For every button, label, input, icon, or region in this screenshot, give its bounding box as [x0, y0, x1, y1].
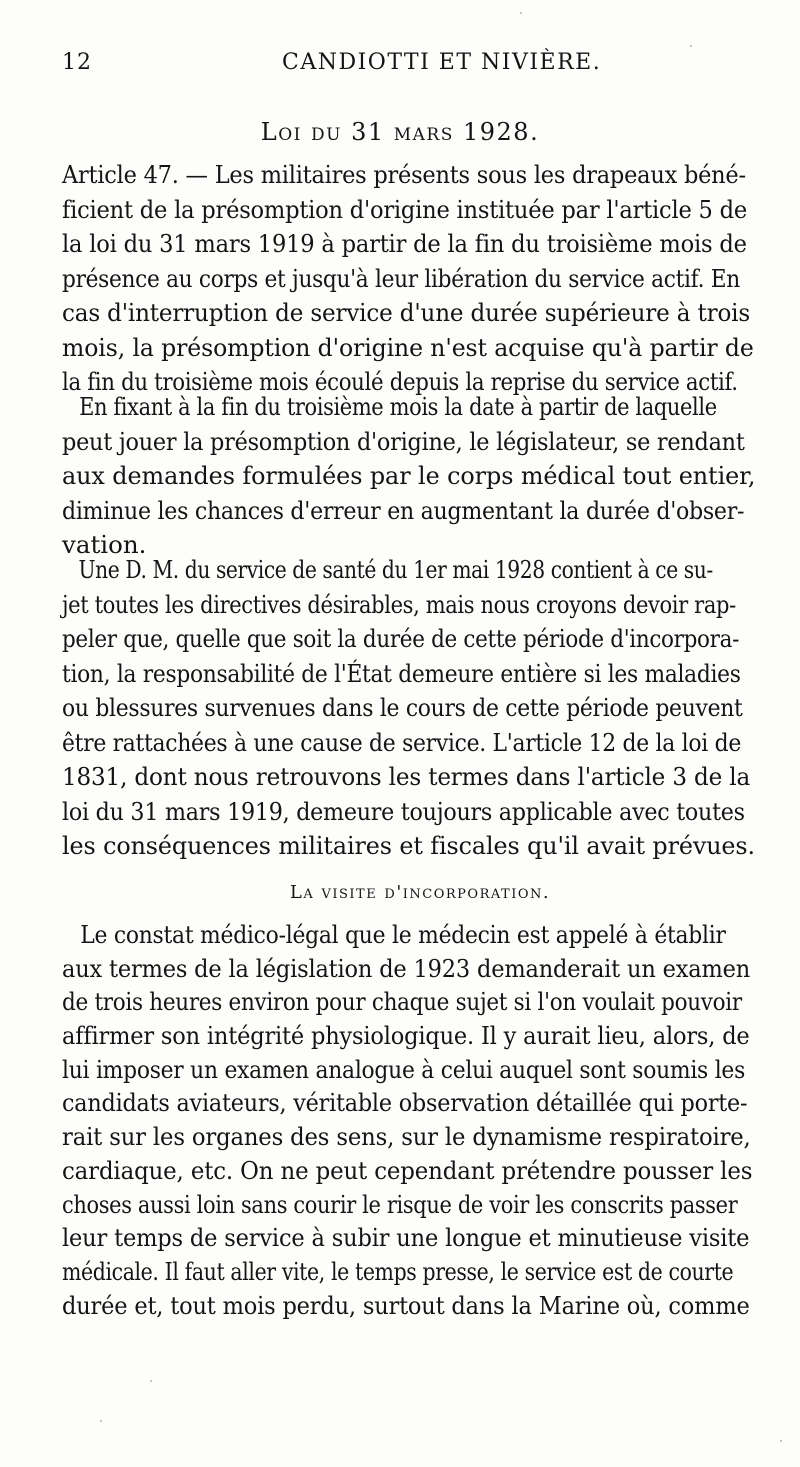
- text-line: Article 47. — Les militaires présents sous les drapeaux béné-: [62, 160, 746, 189]
- text-line: vation.: [62, 530, 147, 559]
- text-line: En fixant à la fin du troisième mois la date à partir de laquelle: [79, 392, 717, 421]
- text-line: choses aussi loin sans courir le risque de voir les conscrits passer: [62, 1190, 738, 1219]
- visit-heading: La visite d'incorporation.: [289, 882, 551, 903]
- scan-speck: [690, 45, 692, 47]
- text-line: les conséquences militaires et fiscales qu'il avait prévues.: [62, 831, 756, 860]
- text-line: médicale. Il faut aller vite, le temps presse, le service est de courte: [62, 1257, 734, 1286]
- paragraph-presumption: [62, 390, 760, 563]
- scan-speck: [520, 12, 522, 14]
- text-line: cardiaque, etc. On ne peut cependant prétendre pousser les: [62, 1156, 753, 1185]
- scan-speck: [100, 1420, 102, 1422]
- text-line: diminue les chances d'erreur en augmentant la durée d'obser-: [62, 495, 745, 525]
- text-line: leur temps de service à subir une longue et minutieuse visite: [62, 1224, 750, 1253]
- text-line: aux termes de la législation de 1923 demanderait un examen: [62, 954, 751, 983]
- text-line: candidats aviateurs, véritable observation détaillée qui porte-: [62, 1089, 748, 1118]
- text-line: présence au corps et jusqu'à leur libération du service actif. En: [62, 263, 740, 293]
- text-line: 1831, dont nous retrouvons les termes dans l'article 3 de la: [62, 762, 751, 791]
- scan-speck: [150, 1380, 152, 1382]
- text-line: Le constat médico-légal que le médecin est appelé à établir: [80, 921, 726, 949]
- text-line: aux demandes formulées par le corps médical tout entier,: [62, 461, 756, 490]
- text-line: rait sur les organes des sens, sur le dynamisme respiratoire,: [62, 1123, 751, 1152]
- law-heading: Loi du 31 mars 1928.: [260, 118, 540, 146]
- paragraph-article-47: [62, 158, 760, 400]
- text-line: lui imposer un examen analogue à celui auquel sont soumis les: [62, 1055, 746, 1084]
- text-line: ficient de la présomption d'origine instituée par l'article 5 de: [62, 194, 747, 224]
- text-line: jet toutes les directives désirables, mais nous croyons devoir rap-: [62, 589, 736, 619]
- text-line: la loi du 31 mars 1919 à partir de la fin du troisième mois de: [62, 229, 747, 258]
- text-line: être rattachées à une cause de service. L'article 12 de la loi de: [62, 727, 742, 757]
- running-head: [62, 50, 762, 90]
- text-line: peler que, quelle que soit la durée de cette période d'incorpora-: [62, 624, 740, 653]
- page-number: 12: [62, 50, 92, 75]
- text-line: affirmer son intégrité physiologique. Il y aurait lieu, alors, de: [62, 1022, 750, 1051]
- paragraph-constat: [62, 919, 760, 1323]
- text-line: Une D. M. du service de santé du 1er mai 1928 contient à ce su-: [78, 555, 713, 584]
- text-line: loi du 31 mars 1919, demeure toujours applicable avec toutes: [62, 796, 745, 826]
- text-line: de trois heures environ pour chaque sujet si l'on voulait pouvoir: [62, 988, 742, 1017]
- text-line: mois, la présomption d'origine n'est acquise qu'à partir de: [62, 332, 754, 362]
- paragraph-dm-service: [62, 553, 760, 864]
- text-line: cas d'interruption de service d'une durée supérieure à trois: [62, 298, 751, 327]
- text-line: durée et, tout mois perdu, surtout dans la Marine où, comme: [62, 1291, 750, 1320]
- text-line: la fin du troisième mois écoulé depuis la reprise du service actif.: [62, 367, 738, 396]
- scan-speck: [780, 1440, 782, 1442]
- running-title: CANDIOTTI ET NIVIÈRE.: [282, 50, 602, 75]
- text-line: peut jouer la présomption d'origine, le législateur, se rendant: [62, 426, 745, 456]
- text-line: ou blessures survenues dans le cours de cette période peuvent: [62, 693, 743, 722]
- text-line: tion, la responsabilité de l'État demeure entière si les maladies: [62, 658, 741, 688]
